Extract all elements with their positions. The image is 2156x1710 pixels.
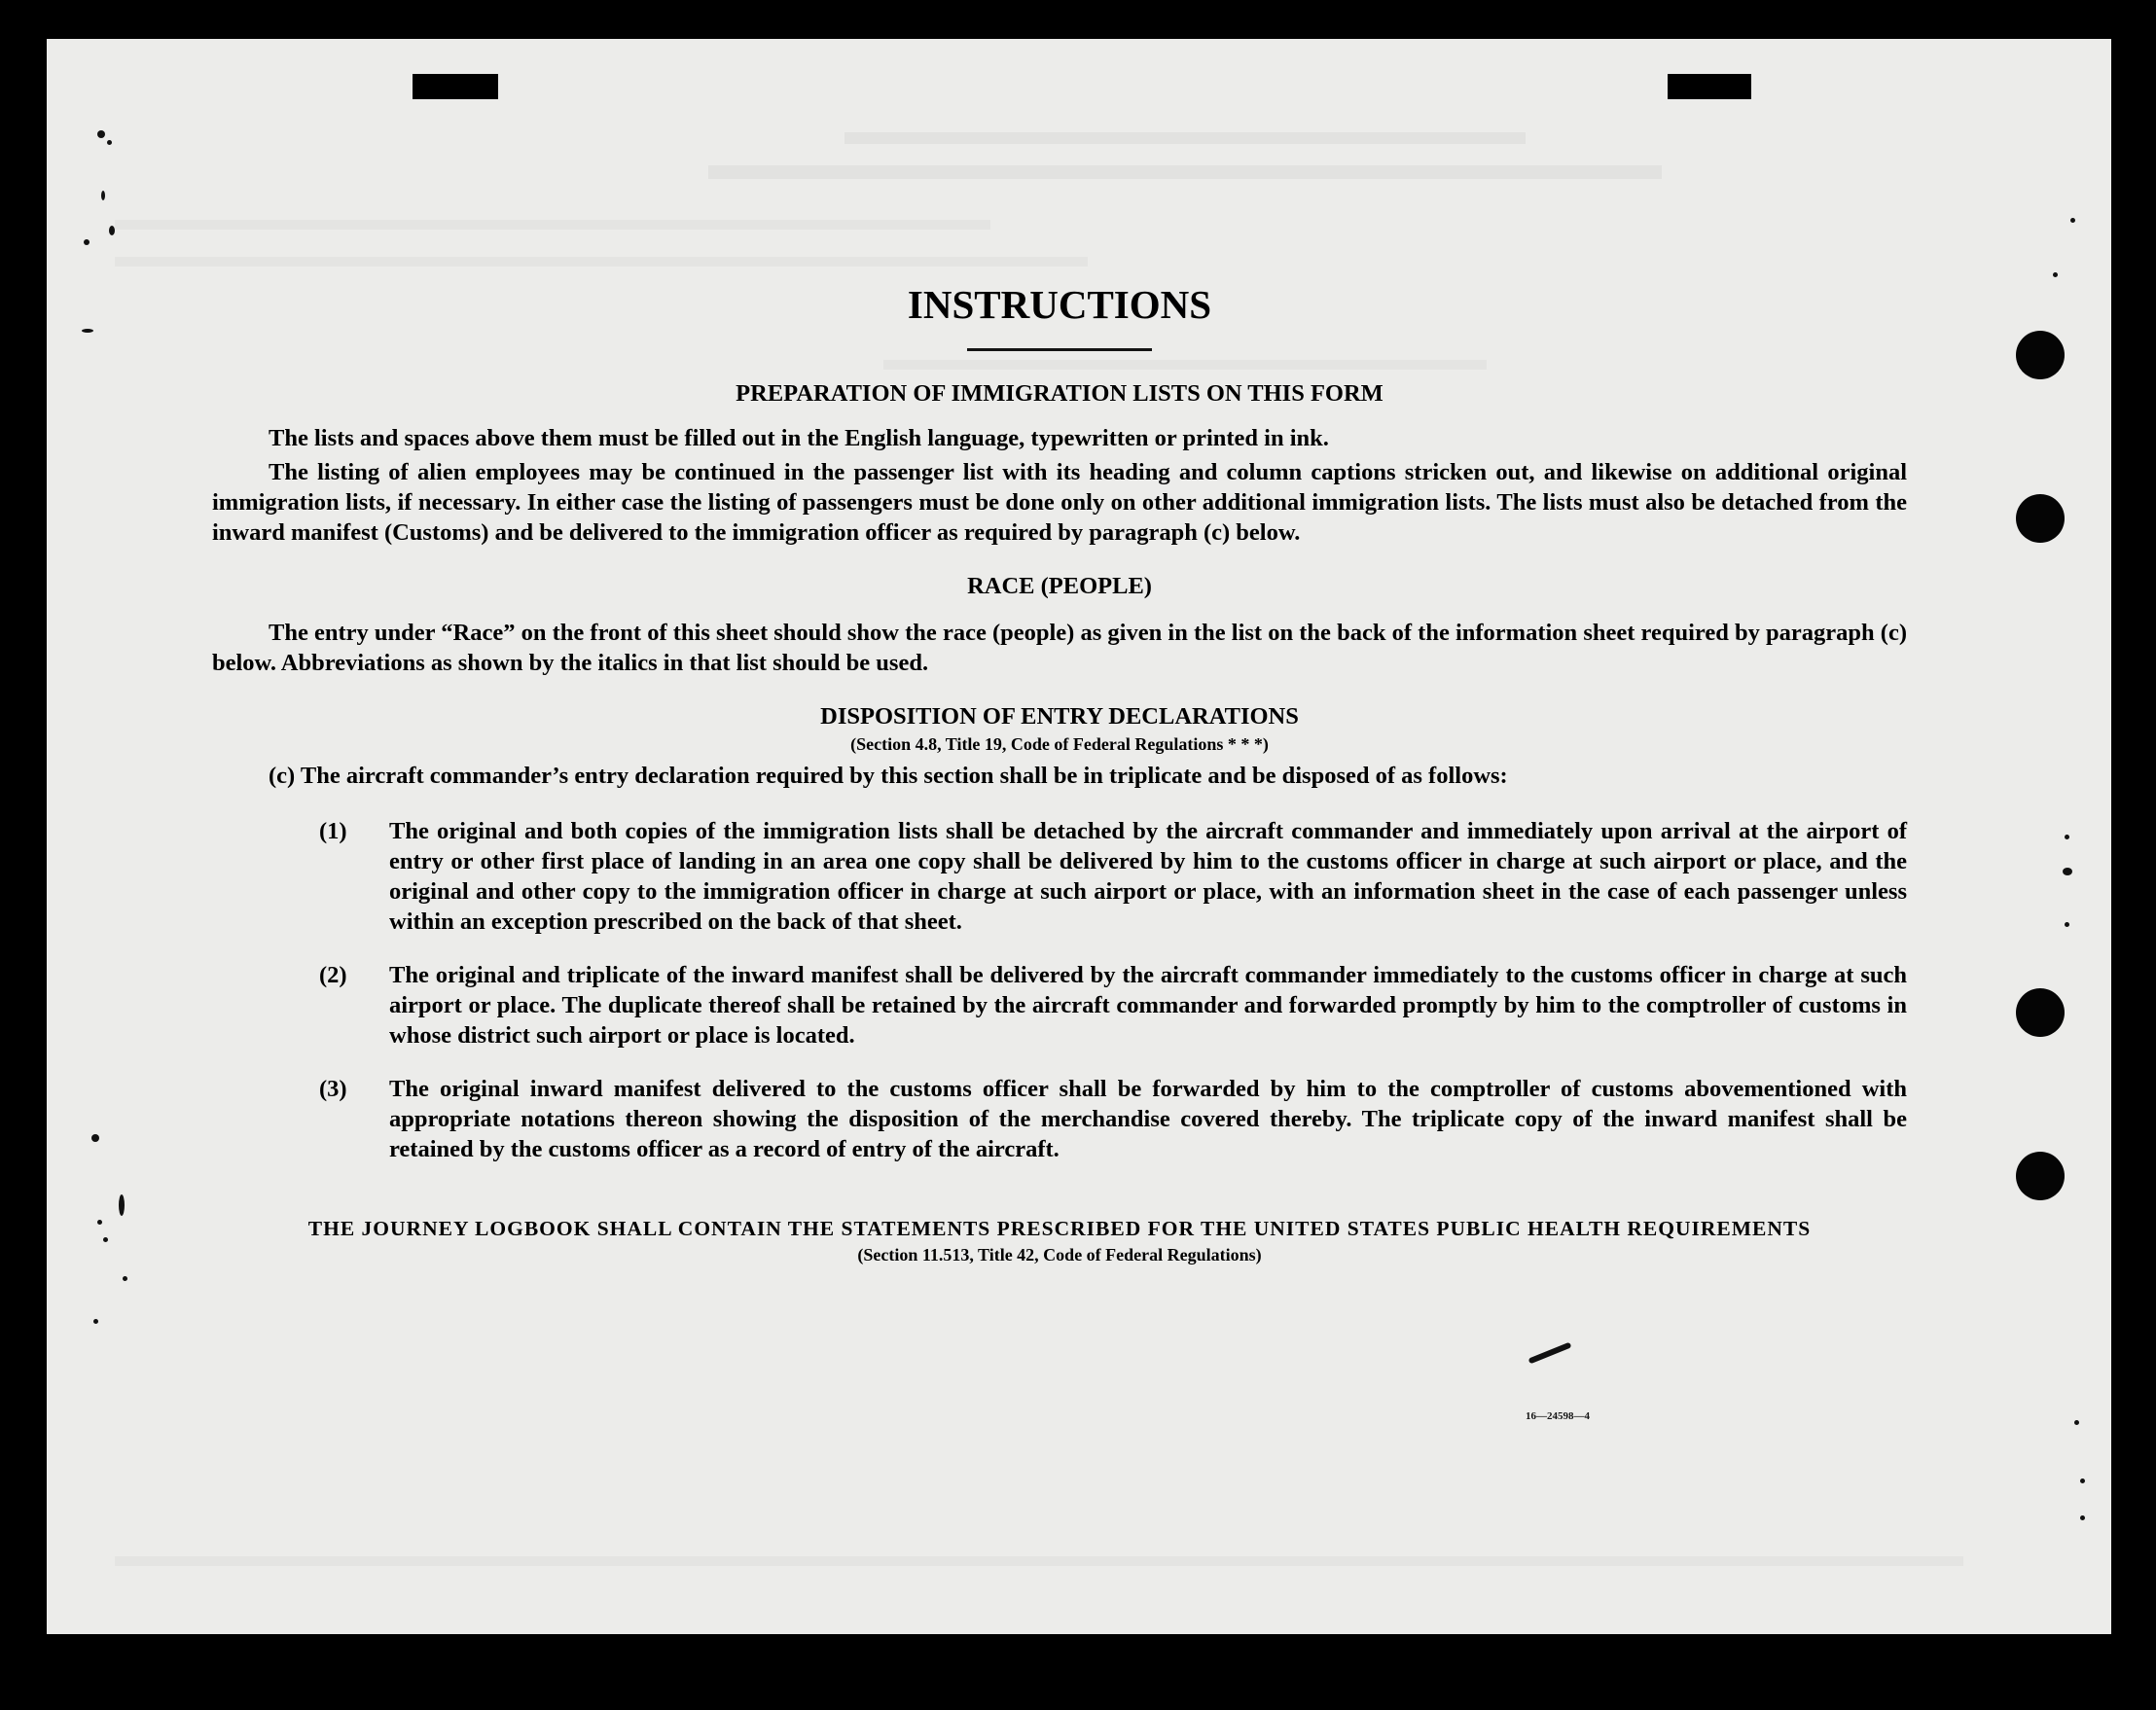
footer-citation: (Section 11.513, Title 42, Code of Federal Regulations) bbox=[857, 1245, 1262, 1265]
pen-mark bbox=[1528, 1342, 1572, 1365]
punch-hole bbox=[2016, 494, 2065, 543]
bleed-through bbox=[708, 165, 1662, 179]
ink-speck bbox=[119, 1194, 125, 1216]
section-heading-preparation: PREPARATION OF IMMIGRATION LISTS ON THIS FORM bbox=[736, 380, 1383, 407]
ink-speck bbox=[2053, 272, 2058, 277]
ink-speck bbox=[103, 1237, 108, 1242]
ink-speck bbox=[97, 130, 105, 138]
bleed-through bbox=[115, 220, 990, 230]
race-paragraph: The entry under “Race” on the front of this sheet should show the race (people) as given in the list on the back of the information sheet required by paragraph (c) below. Abbreviations as shown by the italics in that list should be used. bbox=[212, 620, 1907, 676]
item-number: (2) bbox=[319, 962, 347, 988]
bleed-through bbox=[115, 1556, 1963, 1566]
ink-speck bbox=[93, 1319, 98, 1324]
binder-tab-left bbox=[413, 74, 498, 99]
ink-speck bbox=[2074, 1420, 2079, 1425]
ink-speck bbox=[2080, 1515, 2085, 1520]
preparation-paragraph-2: The listing of alien employees may be continued in the passenger list with its heading and column captions stricken out, and likewise on additional original immigration lists, if necessary. In either case the listing of passengers must be done only on other additional immigration lists. The lists must also be detached from the inward manifest (Customs) and be delivered to the immigration officer as required by paragraph (c) below. bbox=[212, 459, 1907, 546]
item-number: (1) bbox=[319, 818, 347, 844]
section-heading-race: RACE (PEOPLE) bbox=[967, 573, 1152, 599]
item-number: (3) bbox=[319, 1076, 347, 1102]
item-text: The original and both copies of the immigration lists shall be detached by the aircraft commander and immediately upon arrival at the airport of entry or other first place of landing in an area one copy shall be delivered by him to the customs officer in charge at such airport or place, and the original and other copy to the immigration officer in charge at such airport or place, with an information sheet in the case of each passenger unless within an exception prescribed on the back of that sheet. bbox=[389, 818, 1907, 935]
ink-speck bbox=[123, 1276, 127, 1281]
disposition-intro: (c) The aircraft commander’s entry declaration required by this section shall be in triplicate and be disposed of as follows: bbox=[269, 763, 1508, 789]
bleed-through bbox=[844, 132, 1526, 144]
ink-speck bbox=[107, 140, 112, 145]
footer-statement: THE JOURNEY LOGBOOK SHALL CONTAIN THE STATEMENTS PRESCRIBED FOR THE UNITED STATES PUBLIC HEALTH REQUIREMENTS bbox=[307, 1217, 1812, 1240]
disposition-item bbox=[212, 960, 1907, 1051]
ink-speck bbox=[2065, 835, 2069, 839]
disposition-citation: (Section 4.8, Title 19, Code of Federal Regulations * * *) bbox=[850, 734, 1269, 754]
instructions-body bbox=[212, 280, 1907, 1265]
section-heading-disposition: DISPOSITION OF ENTRY DECLARATIONS bbox=[820, 703, 1299, 730]
ink-speck bbox=[101, 191, 105, 200]
form-number: 16—24598—4 bbox=[1526, 1410, 1590, 1422]
disposition-item bbox=[212, 1074, 1907, 1164]
ink-speck bbox=[2080, 1478, 2085, 1483]
item-text: The original and triplicate of the inward manifest shall be delivered by the aircraft commander immediately to the customs officer in charge at such airport or place. The duplicate thereof shall be retained by the aircraft commander and forwarded promptly by him to the comptroller of customs in whose district such airport or place is located. bbox=[389, 962, 1907, 1049]
punch-hole bbox=[2016, 1152, 2065, 1200]
ink-speck bbox=[97, 1220, 102, 1225]
punch-hole bbox=[2016, 331, 2065, 379]
ink-speck bbox=[2070, 218, 2075, 223]
ink-speck bbox=[2065, 922, 2069, 927]
binder-tab-right bbox=[1668, 74, 1751, 99]
disposition-item bbox=[212, 816, 1907, 937]
preparation-paragraph-1: The lists and spaces above them must be filled out in the English language, typewritten or printed in ink. bbox=[269, 425, 1329, 451]
bleed-through bbox=[115, 257, 1088, 267]
punch-hole bbox=[2016, 988, 2065, 1037]
title-underline bbox=[967, 348, 1152, 351]
item-text: The original inward manifest delivered to the customs officer shall be forwarded by him to the comptroller of customs abovementioned with appropriate notations thereon showing the disposition of the merchandise covered thereby. The triplicate copy of the inward manifest shall be retained by the customs officer as a record of entry of the aircraft. bbox=[389, 1076, 1907, 1162]
ink-speck bbox=[84, 239, 90, 245]
page-title: INSTRUCTIONS bbox=[907, 282, 1212, 327]
ink-speck bbox=[82, 329, 93, 333]
ink-speck bbox=[91, 1134, 99, 1142]
ink-speck bbox=[2063, 868, 2072, 875]
